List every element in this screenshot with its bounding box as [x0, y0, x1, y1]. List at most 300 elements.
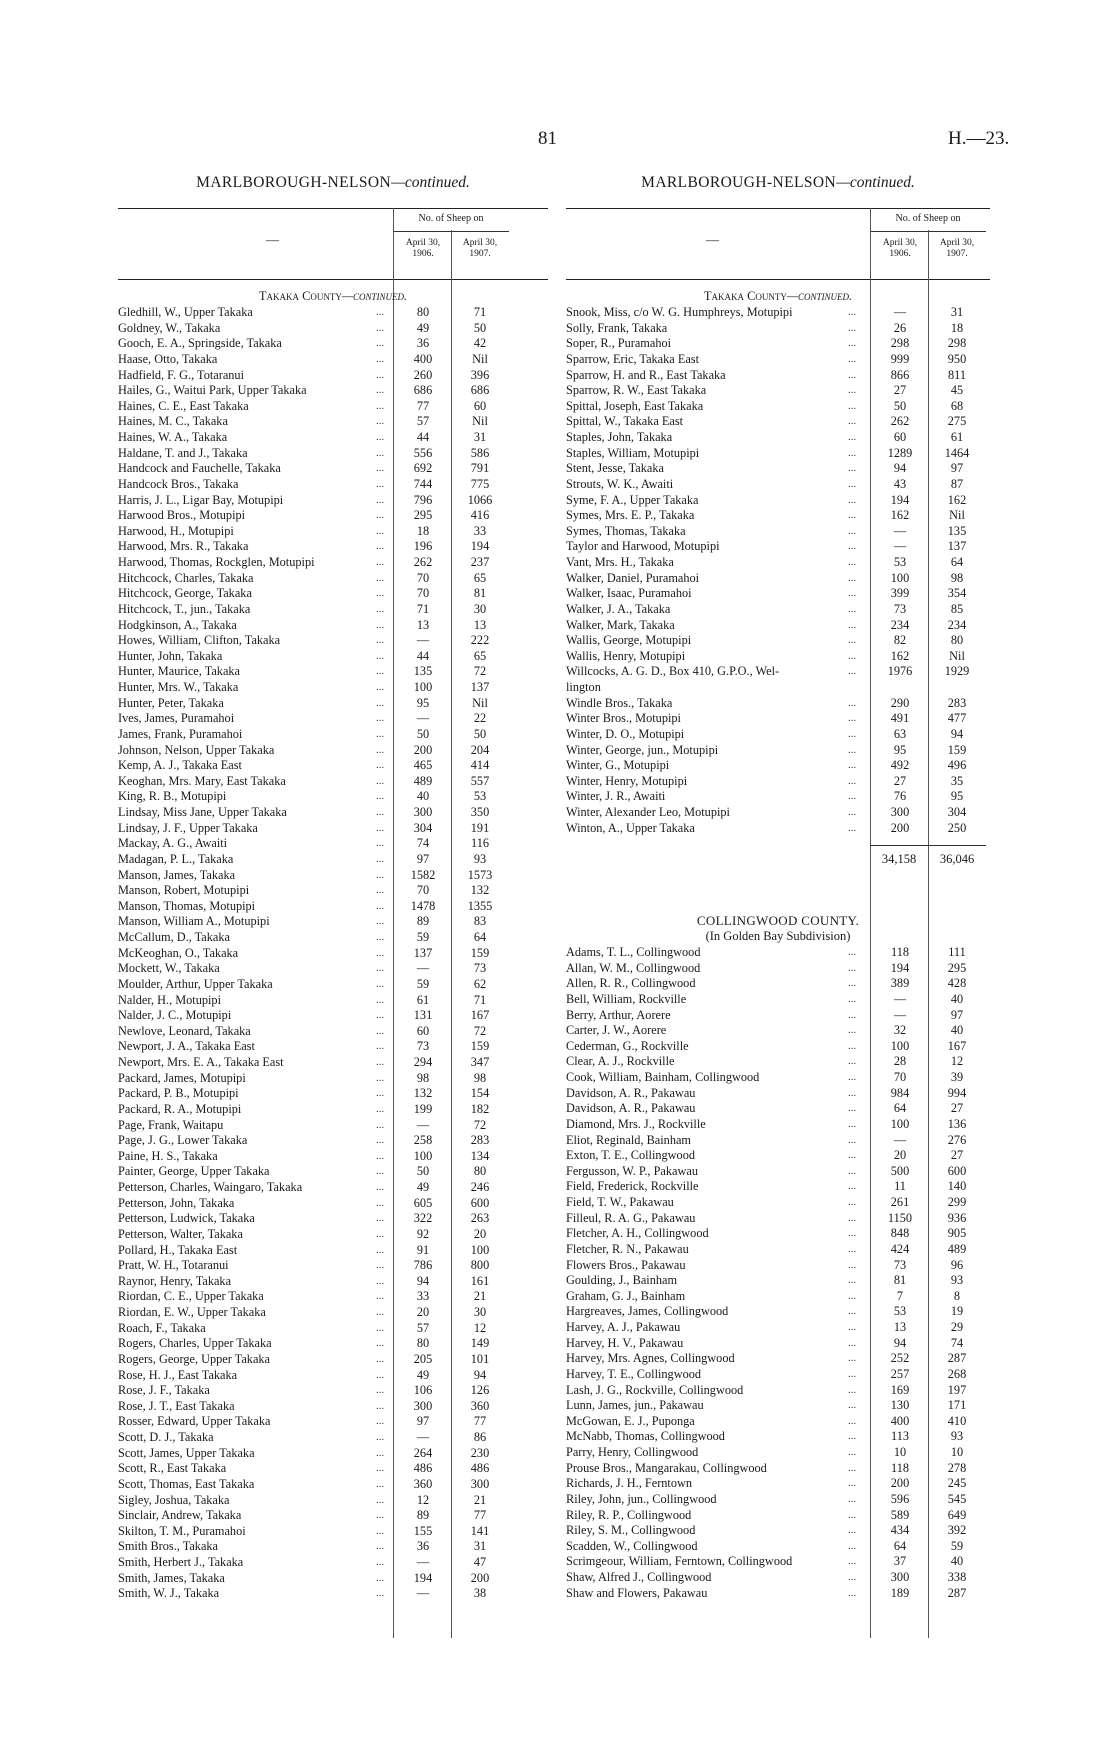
leader-dots: ... [848, 759, 857, 772]
owner-name: Cook, William, Bainham, Collingwood [566, 1070, 760, 1084]
sheep-count-1907: 338 [947, 1570, 967, 1584]
owner-name: Taylor and Harwood, Motupipi [566, 539, 720, 554]
leader-dots: ... [376, 1587, 385, 1600]
table-row [118, 1258, 548, 1274]
owner-name: Walker, Daniel, Puramahoi [566, 570, 700, 585]
leader-dots: ... [376, 1415, 385, 1428]
table-row [118, 852, 548, 868]
leader-dots: ... [376, 790, 385, 803]
owner-name: Hitchcock, T., jun., Takaka [118, 601, 251, 616]
sheep-count-1907: 53 [473, 789, 487, 804]
sheep-count-1907: 35 [950, 773, 964, 788]
sheep-count-1906: 20 [416, 1305, 430, 1319]
leader-dots: ... [376, 384, 385, 397]
table-row [118, 1008, 548, 1024]
sheep-count-1906: 49 [416, 320, 430, 335]
leader-dots: ... [376, 1477, 385, 1490]
sheep-count-1907: 93 [950, 1429, 964, 1444]
owner-name: Wallis, George, Motupipi [566, 633, 692, 648]
owner-name: Sparrow, R. W., East Takaka [566, 383, 707, 398]
leader-dots: ... [376, 649, 385, 662]
sheep-count-1906: 200 [890, 820, 910, 835]
owner-name: Staples, William, Motupipi [566, 445, 700, 460]
leader-dots: ... [376, 1509, 385, 1522]
sheep-count-1906: 82 [893, 633, 907, 648]
leader-dots: ... [848, 821, 857, 834]
sheep-count-1906: 400 [890, 1413, 910, 1428]
table-row [566, 758, 990, 774]
sheep-count-1906: 13 [893, 1320, 907, 1334]
owner-name: Winter, G., Motupipi [566, 758, 670, 773]
owner-name: Johnson, Nelson, Upper Takaka [118, 742, 275, 757]
table-row [118, 1524, 548, 1540]
leader-dots: ... [376, 1087, 385, 1100]
sheep-count-1906: 100 [413, 680, 433, 694]
table-row [566, 633, 990, 649]
table-row [118, 524, 548, 540]
owner-name: lington [566, 680, 601, 694]
table-row [118, 774, 548, 790]
table-row [118, 1227, 548, 1243]
sheep-count-1906: 57 [416, 414, 430, 429]
sheep-count-1907: 191 [470, 820, 490, 835]
table-row [566, 1242, 990, 1258]
table-row [566, 1133, 990, 1149]
owner-name: Hunter, Mrs. W., Takaka [118, 680, 239, 694]
owner-name: Harvey, Mrs. Agnes, Collingwood [566, 1351, 735, 1366]
table-row [118, 368, 548, 384]
sheep-count-1906: 94 [416, 1273, 430, 1288]
owner-name: Snook, Miss, c/o W. G. Humphreys, Motupipi [566, 305, 793, 319]
leader-dots: ... [848, 1117, 857, 1130]
leader-dots: ... [848, 1024, 857, 1037]
leader-dots: ... [848, 1555, 857, 1568]
sheep-count-1906: — [416, 961, 430, 976]
leader-dots: ... [848, 1524, 857, 1537]
sheep-count-1906: 194 [890, 492, 910, 507]
table-row [118, 336, 548, 352]
sheep-count-1906: 290 [890, 695, 910, 710]
sheep-count-1907: 72 [473, 664, 487, 679]
owner-name: Lash, J. G., Rockville, Collingwood [566, 1382, 744, 1397]
owner-name: Gledhill, W., Upper Takaka [118, 305, 253, 319]
leader-dots: ... [848, 774, 857, 787]
sheep-count-1906: 91 [416, 1242, 430, 1257]
sheep-count-1906: 32 [893, 1023, 907, 1038]
table-row [118, 1446, 548, 1462]
table-row [566, 1586, 990, 1602]
table-row [566, 508, 990, 524]
table-row [118, 1180, 548, 1196]
sheep-count-1907: 40 [950, 991, 964, 1006]
table-row [566, 1164, 990, 1180]
sheep-count-1906: 94 [893, 1335, 907, 1350]
table-row [118, 868, 548, 884]
right-table-header [566, 208, 990, 280]
table-row [566, 571, 990, 587]
sheep-count-1907: 135 [947, 523, 967, 538]
owner-name: Manson, Robert, Motupipi [118, 883, 250, 898]
owner-name: Scott, D. J., Takaka [118, 1430, 214, 1444]
sheep-count-1906: 59 [416, 930, 430, 944]
sheep-count-1907: 65 [473, 570, 487, 585]
leader-dots: ... [848, 727, 857, 740]
owner-name: Soper, R., Puramahoi [566, 336, 672, 351]
sheep-count-1907: 800 [470, 1258, 490, 1273]
sheep-count-1906: 596 [890, 1491, 910, 1506]
table-row [118, 1305, 548, 1321]
table-row [118, 414, 548, 430]
leader-dots: ... [848, 1477, 857, 1490]
leader-dots: ... [376, 931, 385, 943]
sheep-count-1907: 649 [947, 1507, 967, 1522]
sheep-count-1906: 100 [890, 570, 910, 585]
sheep-count-1907: 811 [948, 367, 966, 382]
sheep-count-1907: 246 [470, 1180, 490, 1194]
table-row [566, 1086, 990, 1102]
leader-dots: ... [376, 1259, 385, 1272]
leader-dots: ... [848, 992, 857, 1005]
sheep-count-1907: 775 [470, 476, 490, 491]
leader-dots: ... [848, 1352, 857, 1365]
sheep-count-1906: — [416, 1117, 430, 1132]
owner-name: Goulding, J., Bainham [566, 1273, 678, 1288]
owner-name: McKeoghan, O., Takaka [118, 945, 239, 960]
sheep-count-1906: 97 [416, 1414, 430, 1429]
sheep-count-1907: 86 [473, 1430, 487, 1444]
table-row [566, 618, 990, 634]
sheep-count-1906: — [893, 1007, 907, 1022]
owner-name: Nalder, J. C., Motupipi [118, 1008, 232, 1023]
sheep-count-1907: 950 [947, 351, 967, 366]
sheep-count-1906: — [893, 539, 907, 554]
sheep-count-1907: 12 [950, 1054, 964, 1069]
leader-dots: ... [376, 446, 385, 459]
table-row [566, 1492, 990, 1508]
owner-name: Haines, C. E., East Takaka [118, 398, 249, 413]
sheep-count-1907: 287 [947, 1585, 967, 1600]
left-heading-main: MARLBOROUGH-NELSON [196, 174, 392, 191]
leader-dots: ... [848, 1383, 857, 1396]
sheep-count-1907: 73 [473, 961, 487, 976]
owner-name: Harwood Bros., Motupipi [118, 508, 246, 523]
sheep-count-1906: 434 [890, 1523, 910, 1538]
sheep-count-1906: — [893, 991, 907, 1006]
owner-name: Newport, Mrs. E. A., Takaka East [118, 1055, 284, 1069]
table-row [566, 1320, 990, 1336]
owner-name: Rose, J. T., East Takaka [118, 1398, 235, 1413]
table-row [118, 602, 548, 618]
leader-dots: ... [848, 1289, 857, 1302]
leader-dots: ... [848, 352, 857, 365]
sheep-count-1907: 154 [470, 1086, 490, 1101]
table-row [118, 1399, 548, 1415]
leader-dots: ... [376, 1024, 385, 1037]
leader-dots: ... [848, 1227, 857, 1240]
leader-dots: ... [848, 665, 857, 678]
sheep-count-1906: 686 [413, 383, 433, 398]
sheep-count-1906: 59 [416, 976, 430, 991]
leader-dots: ... [848, 1539, 857, 1552]
owner-name: Diamond, Mrs. J., Rockville [566, 1116, 706, 1131]
sheep-count-1906: 300 [890, 1570, 910, 1584]
owner-name: Smith, W. J., Takaka [118, 1586, 220, 1601]
table-row [566, 727, 990, 743]
table-row [566, 1554, 990, 1570]
leader-dots: ... [848, 477, 857, 490]
leader-dots: ... [376, 1337, 385, 1350]
sheep-count-1906: 49 [416, 1367, 430, 1382]
collingwood-county-heading: COLLINGWOOD COUNTY. [696, 913, 860, 928]
leader-dots: ... [376, 743, 385, 756]
sheep-count-1906: 492 [890, 758, 910, 773]
leader-dots: ... [376, 571, 385, 584]
sheep-count-1907: Nil [472, 695, 488, 710]
owner-name: Winton, A., Upper Takaka [566, 820, 695, 835]
table-row [566, 821, 990, 837]
sheep-count-1906: 194 [413, 1570, 433, 1585]
sheep-count-1906: 848 [890, 1226, 910, 1241]
sheep-count-1907: 298 [947, 336, 967, 351]
right-header-col-1906: April 30, 1906. [882, 238, 918, 259]
sheep-count-1907: 64 [950, 555, 964, 569]
sheep-count-1907: 140 [947, 1179, 967, 1194]
sheep-count-1906: 97 [416, 851, 430, 866]
owner-name: Walker, Isaac, Puramahoi [566, 586, 692, 601]
sheep-count-1907: 77 [473, 1508, 487, 1523]
sheep-count-1906: 162 [890, 508, 910, 523]
sheep-count-1907: 98 [473, 1070, 487, 1085]
table-row [566, 1445, 990, 1461]
owner-name: Winter, George, jun., Motupipi [566, 742, 719, 757]
table-row [118, 1164, 548, 1180]
sheep-count-1907: 167 [947, 1038, 967, 1053]
table-row [118, 1196, 548, 1212]
owner-name: Strouts, W. K., Awaiti [566, 476, 674, 491]
table-row [118, 946, 548, 962]
owner-name: Riordan, C. E., Upper Takaka [118, 1289, 264, 1304]
leader-dots: ... [376, 306, 385, 318]
owner-name: Windle Bros., Takaka [566, 695, 673, 710]
table-row [118, 1211, 548, 1227]
leader-dots: ... [376, 1462, 385, 1475]
sheep-count-1906: 81 [893, 1273, 907, 1288]
leader-dots: ... [376, 462, 385, 475]
sheep-count-1906: 53 [893, 555, 907, 569]
sheep-count-1906: 999 [890, 351, 910, 366]
owner-name: Howes, William, Clifton, Takaka [118, 633, 281, 648]
owner-name: Painter, George, Upper Takaka [118, 1164, 270, 1179]
owner-name: Newlove, Leonard, Takaka [118, 1023, 251, 1038]
leader-dots: ... [376, 1009, 385, 1022]
leader-dots: ... [376, 1321, 385, 1334]
sheep-count-1906: 199 [413, 1101, 433, 1116]
owner-name: Shaw, Alfred J., Collingwood [566, 1570, 712, 1584]
owner-name: Manson, William A., Motupipi [118, 914, 270, 929]
owner-name: Rogers, George, Upper Takaka [118, 1351, 271, 1366]
sheep-count-1907: 1573 [467, 867, 493, 882]
sheep-count-1906: 556 [413, 445, 433, 460]
owner-name: Haldane, T. and J., Takaka [118, 445, 248, 460]
sheep-count-1906: 98 [416, 1070, 430, 1085]
leader-dots: ... [376, 352, 385, 365]
owner-name: Exton, T. E., Collingwood [566, 1148, 696, 1163]
sheep-count-1906: — [893, 523, 907, 538]
sheep-count-1907: 204 [470, 742, 490, 757]
table-row [118, 1352, 548, 1368]
sheep-count-1907: 22 [473, 711, 487, 726]
leader-dots: ... [376, 337, 385, 350]
right-header-sheep-label: No. of Sheep on [895, 213, 961, 224]
table-row [118, 664, 548, 680]
owner-name: Fletcher, R. N., Pakawau [566, 1241, 689, 1256]
sheep-count-1906: 94 [893, 461, 907, 476]
sheep-count-1906: 64 [893, 1538, 907, 1553]
table-row [118, 1243, 548, 1259]
table-row [566, 680, 990, 696]
owner-name: Petterson, Charles, Waingaro, Takaka [118, 1180, 303, 1194]
table-row [118, 821, 548, 837]
leader-dots: ... [848, 1102, 857, 1115]
sheep-count-1906: 400 [413, 351, 433, 366]
table-row [566, 336, 990, 352]
sheep-count-1907: 83 [473, 914, 487, 929]
leader-dots: ... [376, 399, 385, 412]
table-row [118, 743, 548, 759]
sheep-count-1907: 936 [947, 1210, 967, 1225]
table-row [566, 1039, 990, 1055]
table-row [566, 664, 990, 680]
leader-dots: ... [376, 556, 385, 568]
table-row [118, 1289, 548, 1305]
table-row [566, 414, 990, 430]
sheep-count-1906: 260 [413, 367, 433, 382]
table-row [118, 383, 548, 399]
owner-name: Hitchcock, George, Takaka [118, 586, 252, 601]
table-row [566, 1195, 990, 1211]
sheep-count-1906: 1976 [887, 664, 913, 679]
leader-dots: ... [848, 1211, 857, 1224]
table-row [566, 1461, 990, 1477]
leader-dots: ... [848, 1414, 857, 1427]
leader-dots: ... [848, 634, 857, 647]
sheep-count-1907: 93 [950, 1273, 964, 1288]
leader-dots: ... [848, 1071, 857, 1083]
sheep-count-1907: 278 [947, 1460, 967, 1475]
right-rows [566, 305, 990, 836]
owner-name: Newport, J. A., Takaka East [118, 1039, 255, 1054]
table-row [566, 493, 990, 509]
sheep-count-1906: 262 [413, 555, 433, 569]
owner-name: Paine, H. S., Takaka [118, 1148, 218, 1163]
sheep-count-1907: 50 [473, 320, 487, 335]
table-row [118, 1039, 548, 1055]
sheep-count-1906: 44 [416, 430, 430, 444]
table-row [566, 461, 990, 477]
sheep-count-1907: 230 [470, 1445, 490, 1460]
table-row [566, 743, 990, 759]
sheep-count-1906: 489 [413, 773, 433, 788]
table-row [566, 1054, 990, 1070]
table-row [118, 1586, 548, 1602]
leader-dots: ... [376, 806, 385, 818]
owner-name: Davidson, A. R., Pakawau [566, 1085, 696, 1100]
sheep-count-1907: 410 [947, 1413, 967, 1428]
leader-dots: ... [848, 806, 857, 818]
sheep-count-1906: 486 [413, 1461, 433, 1476]
sheep-count-1906: 13 [416, 617, 430, 632]
leader-dots: ... [848, 1258, 857, 1271]
table-row [566, 1289, 990, 1305]
left-header-col-1906: April 30, 1906. [405, 238, 441, 259]
leader-dots: ... [376, 696, 385, 709]
document-reference: H.—23. [948, 128, 1010, 149]
sheep-count-1906: 589 [890, 1507, 910, 1522]
leader-dots: ... [848, 1196, 857, 1208]
table-row [566, 1211, 990, 1227]
sheep-count-1907: 234 [947, 617, 967, 632]
leader-dots: ... [376, 1540, 385, 1553]
table-row [566, 1148, 990, 1164]
leader-dots: ... [376, 1290, 385, 1303]
owner-name: Riley, R. P., Collingwood [566, 1507, 692, 1522]
sheep-count-1907: 200 [470, 1570, 490, 1585]
table-row [566, 1508, 990, 1524]
table-row [566, 945, 990, 961]
table-row [566, 1336, 990, 1352]
sheep-count-1907: 137 [947, 539, 967, 554]
sheep-count-1907: 194 [470, 539, 490, 554]
sheep-count-1907: 12 [473, 1320, 487, 1335]
sheep-count-1907: 97 [950, 1007, 964, 1022]
leader-dots: ... [376, 1149, 385, 1162]
owner-name: Prouse Bros., Mangarakau, Collingwood [566, 1460, 767, 1475]
sheep-count-1906: 80 [416, 1336, 430, 1351]
table-row [566, 1023, 990, 1039]
sheep-count-1907: 64 [473, 930, 487, 944]
sheep-count-1906: 33 [416, 1289, 430, 1304]
table-row [566, 992, 990, 1008]
sheep-count-1907: 159 [947, 742, 967, 757]
sheep-count-1907: 71 [473, 992, 487, 1007]
owner-name: Shaw and Flowers, Pakawau [566, 1585, 708, 1600]
sheep-count-1906: — [416, 711, 430, 726]
table-row [118, 1477, 548, 1493]
left-header-sheep-label: No. of Sheep on [418, 213, 484, 224]
sheep-count-1906: 1289 [887, 445, 913, 460]
leader-dots: ... [848, 337, 857, 350]
sheep-count-1907: 20 [473, 1226, 487, 1241]
table-row [118, 586, 548, 602]
sheep-count-1907: 31 [950, 305, 964, 319]
table-row [118, 1383, 548, 1399]
sheep-count-1906: 491 [890, 711, 910, 726]
sheep-count-1907: 347 [470, 1055, 490, 1069]
owner-name: Mackay, A. G., Awaiti [118, 836, 228, 851]
table-row [118, 461, 548, 477]
sheep-count-1907: 1355 [467, 898, 493, 913]
owner-name: Lindsay, Miss Jane, Upper Takaka [118, 805, 287, 819]
owner-name: Sigley, Joshua, Takaka [118, 1492, 230, 1507]
sheep-count-1907: 276 [947, 1132, 967, 1147]
owner-name: Wallis, Henry, Motupipi [566, 648, 686, 663]
owner-name: Handcock Bros., Takaka [118, 476, 239, 491]
owner-name: Smith, Herbert J., Takaka [118, 1555, 244, 1569]
sheep-count-1907: 477 [947, 711, 967, 726]
owner-name: Clear, A. J., Rockville [566, 1054, 675, 1069]
sheep-count-1906: — [416, 1586, 430, 1601]
sheep-count-1906: 44 [416, 648, 430, 663]
